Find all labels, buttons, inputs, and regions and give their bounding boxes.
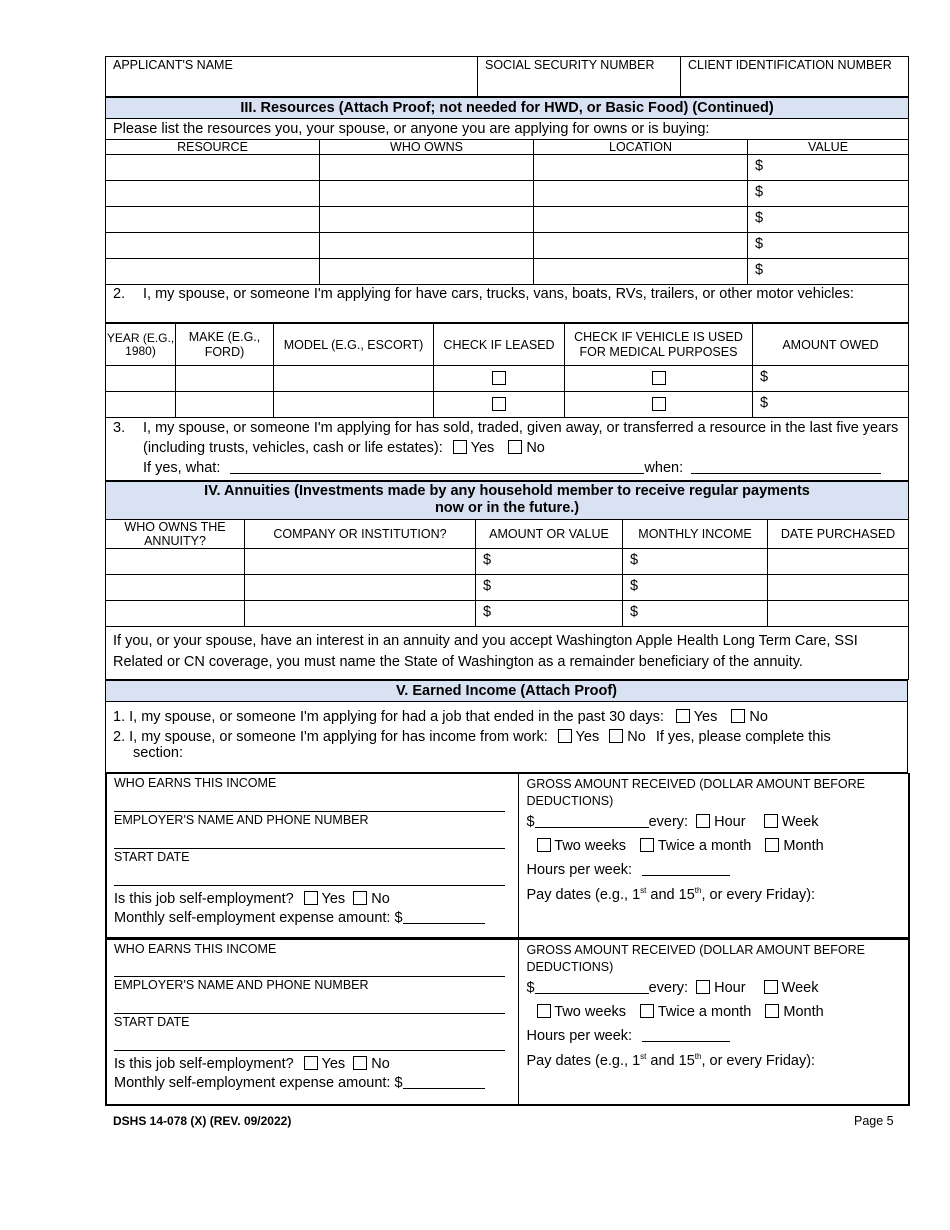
dollar-sign: $ (755, 210, 764, 226)
pay-freq-row-1 (527, 980, 901, 996)
pay-freq-row-2 (527, 1004, 901, 1020)
pay-dates-b: and 15 (646, 1052, 695, 1069)
hour-label: Hour (714, 814, 746, 830)
form-number: DSHS 14-078 (X) (REV. 09/2022) (113, 1114, 292, 1128)
applicant-name-label: APPLICANT'S NAME (113, 58, 233, 72)
q2-text: 2. I, my spouse, or someone I'm applying for has income from work: (113, 729, 548, 745)
yes-label: Yes (321, 891, 346, 907)
leased-cell (434, 366, 565, 392)
q3-text-wrap (143, 418, 901, 458)
when-field[interactable] (691, 473, 881, 474)
q2-number: 2. (113, 286, 126, 302)
resource-row (106, 233, 909, 259)
income-cell[interactable] (623, 549, 768, 575)
when-label: when: (644, 460, 684, 476)
value-cell[interactable] (748, 181, 909, 207)
earned-q1 (113, 706, 900, 728)
pay-dates-row (527, 1052, 901, 1069)
amount-owed-cell[interactable] (753, 366, 909, 392)
employer-label: EMPLOYER'S NAME AND PHONE NUMBER (114, 813, 369, 827)
dollar-sign: $ (526, 979, 535, 996)
no-label: No (526, 440, 545, 456)
start-date-field[interactable] (114, 1029, 505, 1051)
col-make: MAKE (E.G., FORD) (176, 324, 274, 366)
pay-dates-a: Pay dates (e.g., 1 (526, 1052, 641, 1069)
pay-dates-c: , or every Friday): (701, 1052, 816, 1069)
col-medical: CHECK IF VEHICLE IS USED FOR MEDICAL PURPOSES (565, 324, 753, 366)
self-emp-label: Is this job self-employment? (114, 891, 294, 907)
ssn-label: SOCIAL SECURITY NUMBER (485, 58, 655, 72)
q2-tail2: section: (133, 745, 183, 761)
if-yes-what-label: If yes, what: (143, 460, 221, 476)
hours-field[interactable] (642, 1041, 730, 1042)
value-cell[interactable] (748, 155, 909, 181)
leased-cell (434, 392, 565, 418)
annuities-title-line2: now or in the future.) (434, 500, 580, 516)
value-cell[interactable] (748, 259, 909, 285)
vehicles-table (105, 323, 909, 481)
col-amount-value: AMOUNT OR VALUE (476, 520, 623, 549)
hours-label: Hours per week: (526, 1027, 633, 1044)
no-label: No (749, 709, 768, 725)
hour-checkbox[interactable] (696, 814, 710, 828)
earned-income-table (105, 680, 908, 773)
col-amount-owed: AMOUNT OWED (753, 324, 909, 366)
start-date-field[interactable] (114, 864, 505, 886)
col-location: LOCATION (534, 140, 748, 155)
hour-label: Hour (714, 979, 746, 996)
col-monthly-income: MONTHLY INCOME (623, 520, 768, 549)
earned-title: V. Earned Income (Attach Proof) (106, 681, 908, 702)
job-block-1 (105, 773, 910, 939)
dollar-sign: $ (630, 552, 639, 568)
self-emp-exp-row (114, 1075, 511, 1091)
week-label: Week (781, 814, 819, 830)
pay-dates-row (527, 886, 901, 903)
what-field[interactable] (230, 473, 644, 474)
q2-text: I, my spouse, or someone I'm applying for have cars, trucks, vans, boats, RVs, trailers, or other motor vehicles: (143, 286, 854, 302)
model-cell[interactable] (274, 366, 434, 392)
employer-field[interactable] (114, 992, 505, 1014)
dollar-sign: $ (755, 184, 764, 200)
th-sup: th (694, 1051, 702, 1061)
location-cell[interactable] (534, 155, 748, 181)
ssn-field[interactable] (478, 57, 681, 97)
yes-label: Yes (321, 1055, 346, 1072)
pay-freq-row-2 (527, 838, 901, 854)
self-emp-yes-checkbox[interactable] (304, 1056, 318, 1070)
col-value: VALUE (748, 140, 909, 155)
col-year: YEAR (E.G., 1980) (106, 324, 176, 366)
resource-cell[interactable] (106, 155, 320, 181)
who-earns-label: WHO EARNS THIS INCOME (114, 776, 277, 790)
location-cell[interactable] (534, 181, 748, 207)
who-owns-cell[interactable] (320, 233, 534, 259)
who-owns-cell[interactable] (320, 181, 534, 207)
two-weeks-checkbox[interactable] (537, 838, 551, 852)
pay-freq-row-1 (527, 814, 901, 830)
who-owns-cell[interactable] (320, 207, 534, 233)
col-leased: CHECK IF LEASED (434, 324, 565, 366)
amount-cell[interactable] (476, 575, 623, 601)
month-label: Month (783, 838, 824, 854)
hours-field[interactable] (642, 875, 730, 876)
work-income-yes-checkbox[interactable] (558, 729, 572, 743)
pay-dates-b: and 15 (646, 886, 695, 903)
self-emp-row (114, 1056, 511, 1072)
dollar-sign: $ (755, 158, 764, 174)
hours-label: Hours per week: (526, 862, 633, 878)
month-checkbox[interactable] (765, 1004, 779, 1018)
month-checkbox[interactable] (765, 838, 779, 852)
st-sup: st (640, 1051, 647, 1061)
location-cell[interactable] (534, 259, 748, 285)
resource-cell[interactable] (106, 181, 320, 207)
col-resource: RESOURCE (106, 140, 320, 155)
amount-cell[interactable] (476, 549, 623, 575)
dollar-sign: $ (760, 395, 769, 411)
twice-month-checkbox[interactable] (640, 1004, 654, 1018)
medical-checkbox[interactable] (652, 371, 666, 385)
dollar-sign: $ (526, 814, 535, 830)
who-earns-field[interactable] (114, 790, 505, 812)
pay-dates-a: Pay dates (e.g., 1 (526, 886, 641, 903)
transfer-yes-checkbox[interactable] (453, 440, 467, 454)
amount-owed-cell[interactable] (753, 392, 909, 418)
yes-label: Yes (470, 440, 495, 456)
self-emp-label: Is this job self-employment? (114, 1055, 294, 1072)
no-label: No (627, 729, 646, 745)
dollar-sign: $ (483, 604, 492, 620)
client-id-label: CLIENT IDENTIFICATION NUMBER (688, 58, 892, 72)
page-number: Page 5 (854, 1114, 894, 1128)
gross-label: GROSS AMOUNT RECEIVED (DOLLAR AMOUNT BEFORE DEDUCTIONS) (526, 942, 865, 974)
dollar-sign: $ (630, 604, 639, 620)
self-emp-exp-label: Monthly self-employment expense amount: $ (114, 1074, 403, 1091)
self-emp-no-checkbox[interactable] (353, 891, 367, 905)
resource-row (106, 181, 909, 207)
annuities-title-line1: IV. Annuities (Investments made by any household member to receive regular payments (204, 483, 810, 499)
two-weeks-label: Two weeks (554, 1003, 627, 1020)
no-label: No (371, 1055, 390, 1072)
no-label: No (371, 891, 390, 907)
client-id-field[interactable] (681, 57, 909, 97)
resources-title: III. Resources (Attach Proof; not needed for HWD, or Basic Food) (Continued) (106, 98, 909, 119)
job-left-1 (106, 774, 518, 938)
col-model: MODEL (E.G., ESCORT) (274, 324, 434, 366)
owner-cell[interactable] (106, 601, 245, 627)
model-cell[interactable] (274, 392, 434, 418)
vehicle-row (106, 392, 909, 418)
medical-checkbox[interactable] (652, 397, 666, 411)
resource-row (106, 155, 909, 181)
resource-row (106, 259, 909, 285)
two-weeks-checkbox[interactable] (537, 1004, 551, 1018)
who-owns-cell[interactable] (320, 155, 534, 181)
week-label: Week (781, 979, 819, 996)
start-date-label: START DATE (114, 1014, 190, 1029)
col-date-purchased: DATE PURCHASED (768, 520, 909, 549)
self-emp-exp-field[interactable] (403, 923, 485, 924)
annuity-row (106, 601, 909, 627)
value-cell[interactable] (748, 233, 909, 259)
medical-cell (565, 392, 753, 418)
resources-intro: Please list the resources you, your spouse, or anyone you are applying for owns or is buying: (106, 119, 909, 140)
yes-label: Yes (575, 729, 600, 745)
dollar-sign: $ (755, 236, 764, 252)
owner-cell[interactable] (106, 549, 245, 575)
st-sup: st (640, 886, 647, 895)
hours-row (527, 862, 901, 878)
job-block-2 (105, 939, 910, 1107)
medical-cell (565, 366, 753, 392)
self-emp-row (114, 891, 511, 907)
gross-amount-field[interactable] (535, 827, 649, 828)
q3-text: I, my spouse, or someone I'm applying for has sold, traded, given away, or transferred a resource in the last five years (including trusts, vehicles, cash or life estates): (143, 420, 899, 456)
vehicle-row (106, 366, 909, 392)
job-right-1 (518, 774, 909, 938)
job-ended-yes-checkbox[interactable] (676, 709, 690, 723)
resource-cell[interactable] (106, 259, 320, 285)
q3-number: 3. (113, 420, 126, 436)
annuity-row (106, 549, 909, 575)
start-date-label: START DATE (114, 850, 190, 864)
form-page (105, 56, 908, 1106)
two-weeks-label: Two weeks (554, 838, 627, 854)
annuities-table (105, 481, 909, 680)
q2-tail: If yes, please complete this (655, 729, 831, 745)
annuity-row (106, 575, 909, 601)
vehicles-question (106, 285, 909, 323)
resources-table (105, 97, 909, 323)
income-cell[interactable] (623, 575, 768, 601)
th-sup: th (694, 886, 702, 895)
week-checkbox[interactable] (764, 980, 778, 994)
pay-dates-c: , or every Friday): (701, 886, 816, 903)
col-who-owns: WHO OWNS (320, 140, 534, 155)
who-earns-field[interactable] (114, 956, 505, 977)
dollar-sign: $ (630, 578, 639, 594)
if-yes-line (113, 458, 901, 478)
location-cell[interactable] (534, 207, 748, 233)
leased-checkbox[interactable] (492, 371, 506, 385)
company-cell[interactable] (245, 601, 476, 627)
leased-checkbox[interactable] (492, 397, 506, 411)
col-company: COMPANY OR INSTITUTION? (245, 520, 476, 549)
applicant-name-field[interactable] (106, 57, 478, 97)
applicant-header (105, 56, 909, 97)
transfer-question (106, 418, 909, 481)
year-cell[interactable] (106, 392, 176, 418)
who-owns-cell[interactable] (320, 259, 534, 285)
self-emp-no-checkbox[interactable] (353, 1056, 367, 1070)
every-label: every: (648, 979, 689, 996)
who-earns-label: WHO EARNS THIS INCOME (114, 941, 277, 956)
week-checkbox[interactable] (764, 814, 778, 828)
self-emp-exp-label: Monthly self-employment expense amount: $ (114, 910, 403, 926)
resource-row (106, 207, 909, 233)
dollar-sign: $ (483, 578, 492, 594)
job-right-2 (518, 939, 909, 1105)
yes-label: Yes (693, 709, 718, 725)
earned-q2 (113, 728, 900, 747)
dollar-sign: $ (760, 369, 769, 385)
date-cell[interactable] (768, 549, 909, 575)
location-cell[interactable] (534, 233, 748, 259)
dollar-sign: $ (755, 262, 764, 278)
date-cell[interactable] (768, 575, 909, 601)
earned-questions (106, 702, 908, 773)
twice-month-label: Twice a month (657, 1003, 752, 1020)
col-who-owns-annuity: WHO OWNS THE ANNUITY? (106, 520, 245, 549)
job-left-2 (106, 939, 518, 1105)
self-emp-exp-row (114, 910, 511, 926)
gross-label: GROSS AMOUNT RECEIVED (DOLLAR AMOUNT BEFORE DEDUCTIONS) (526, 777, 865, 808)
hours-row (527, 1028, 901, 1044)
work-income-no-checkbox[interactable] (609, 729, 623, 743)
gross-amount-field[interactable] (535, 993, 649, 994)
hour-checkbox[interactable] (696, 980, 710, 994)
twice-month-label: Twice a month (657, 838, 752, 854)
self-emp-yes-checkbox[interactable] (304, 891, 318, 905)
job-ended-no-checkbox[interactable] (731, 709, 745, 723)
employer-field[interactable] (114, 827, 505, 849)
year-cell[interactable] (106, 366, 176, 392)
every-label: every: (648, 814, 689, 830)
income-cell[interactable] (623, 601, 768, 627)
annuities-title (106, 482, 909, 520)
amount-cell[interactable] (476, 601, 623, 627)
q1-text: 1. I, my spouse, or someone I'm applying for had a job that ended in the past 30 days: (113, 709, 664, 725)
company-cell[interactable] (245, 549, 476, 575)
owner-cell[interactable] (106, 575, 245, 601)
twice-month-checkbox[interactable] (640, 838, 654, 852)
self-emp-exp-field[interactable] (403, 1088, 485, 1089)
value-cell[interactable] (748, 207, 909, 233)
resource-cell[interactable] (106, 233, 320, 259)
transfer-no-checkbox[interactable] (508, 440, 522, 454)
month-label: Month (783, 1003, 824, 1020)
company-cell[interactable] (245, 575, 476, 601)
make-cell[interactable] (176, 366, 274, 392)
employer-label: EMPLOYER'S NAME AND PHONE NUMBER (114, 977, 369, 992)
resource-cell[interactable] (106, 207, 320, 233)
date-cell[interactable] (768, 601, 909, 627)
dollar-sign: $ (483, 552, 492, 568)
annuity-notice: If you, or your spouse, have an interest in an annuity and you accept Washington Apple Health Long Term Care, SSI Related or CN coverage, you must name the State of Washington as a remainder beneficiary of the annuity. (106, 627, 909, 680)
make-cell[interactable] (176, 392, 274, 418)
